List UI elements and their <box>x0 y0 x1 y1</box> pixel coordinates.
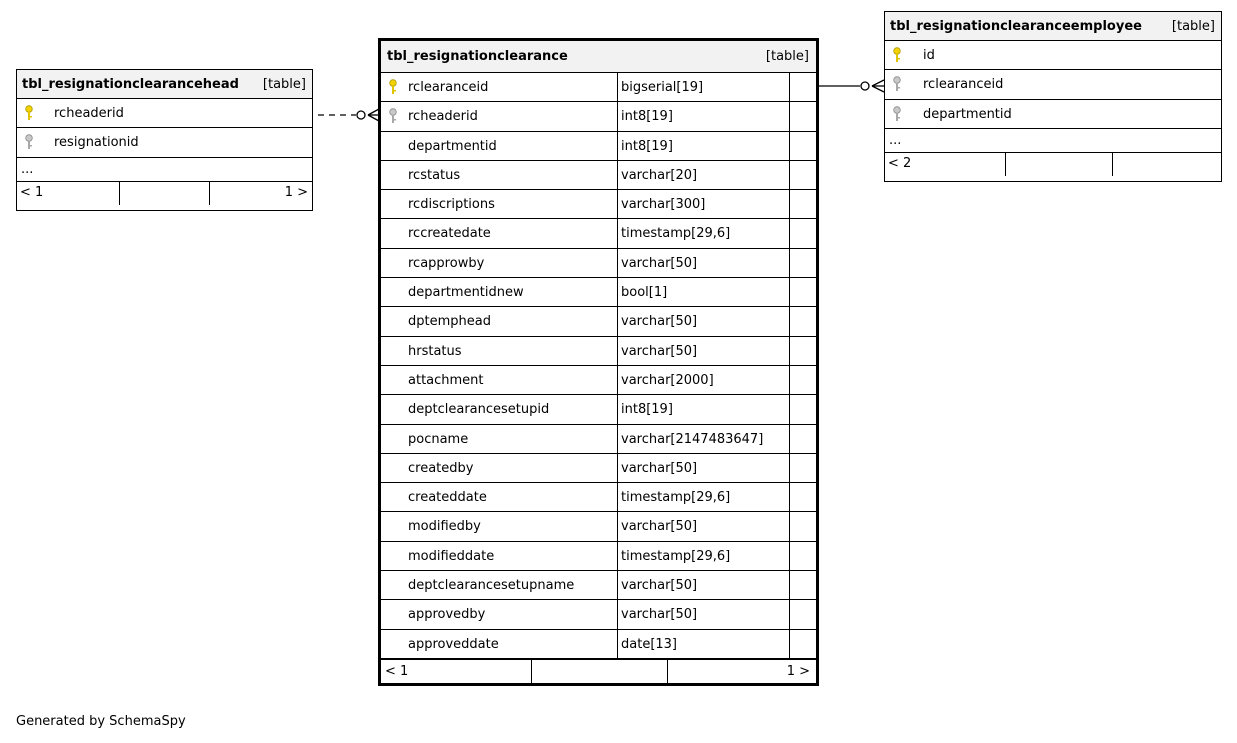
column-row[interactable] <box>381 219 816 248</box>
primary-key-icon <box>892 47 902 63</box>
column-name: hrstatus <box>408 343 462 359</box>
column-divider <box>617 132 618 160</box>
column-divider <box>617 630 618 658</box>
column-divider <box>789 102 790 130</box>
column-divider <box>789 307 790 335</box>
column-divider <box>617 190 618 218</box>
column-row[interactable] <box>885 41 1221 70</box>
column-divider <box>789 190 790 218</box>
column-name: rcheaderid <box>54 106 124 121</box>
column-row[interactable] <box>381 73 816 102</box>
column-divider <box>789 571 790 599</box>
column-divider <box>789 483 790 511</box>
column-type: varchar[20] <box>621 167 698 183</box>
column-name: deptclearancesetupname <box>408 578 575 594</box>
table-header <box>885 12 1221 41</box>
column-name: approvedby <box>408 607 486 623</box>
primary-key-icon <box>388 79 398 95</box>
column-name: approveddate <box>408 636 499 652</box>
children-cell[interactable] <box>210 182 312 205</box>
column-row[interactable] <box>381 161 816 190</box>
column-divider <box>617 425 618 453</box>
column-divider <box>789 454 790 482</box>
column-type: int8[19] <box>621 402 673 418</box>
column-divider <box>617 600 618 628</box>
relationship-main-to-employee-crowfoot-top <box>872 80 884 86</box>
column-divider <box>617 483 618 511</box>
table-footer <box>885 153 1221 176</box>
column-divider <box>789 512 790 540</box>
column-type: timestamp[29,6] <box>621 490 731 506</box>
column-row[interactable] <box>381 454 816 483</box>
column-name: createddate <box>408 490 487 506</box>
column-divider <box>789 219 790 247</box>
column-row[interactable] <box>885 100 1221 129</box>
column-type: bigserial[19] <box>621 80 704 95</box>
parents-count: < 2 <box>888 155 912 171</box>
children-cell[interactable] <box>1113 153 1221 176</box>
column-divider <box>617 337 618 365</box>
table-name: tbl_resignationclearance <box>387 49 568 64</box>
parents-cell[interactable] <box>885 153 1006 176</box>
column-row[interactable] <box>381 307 816 336</box>
column-name: deptclearancesetupid <box>408 402 550 418</box>
column-row[interactable] <box>381 395 816 424</box>
column-row[interactable] <box>381 337 816 366</box>
column-type: varchar[50] <box>621 343 698 359</box>
column-divider <box>789 161 790 189</box>
relationship-head-to-main-circle <box>357 111 365 119</box>
column-type: varchar[50] <box>621 314 698 330</box>
column-divider <box>789 425 790 453</box>
column-row[interactable] <box>381 512 816 541</box>
column-row[interactable] <box>381 190 816 219</box>
column-name: rcdiscriptions <box>408 197 495 213</box>
parents-count: < 1 <box>20 184 44 200</box>
children-count: 1 > <box>284 184 308 200</box>
column-name: id <box>923 48 935 63</box>
column-divider <box>617 454 618 482</box>
table-name: tbl_resignationclearanceemployee <box>890 19 1142 34</box>
column-divider <box>789 73 790 101</box>
column-row[interactable] <box>381 571 816 600</box>
column-row[interactable] <box>381 630 816 659</box>
column-name: pocname <box>408 431 469 447</box>
column-row[interactable] <box>381 102 816 131</box>
column-name: modifiedby <box>408 519 481 535</box>
foreign-key-icon <box>24 134 34 150</box>
table-name: tbl_resignationclearancehead <box>22 77 239 92</box>
column-row[interactable] <box>17 128 312 157</box>
column-divider <box>617 161 618 189</box>
column-divider <box>789 630 790 658</box>
column-divider <box>617 219 618 247</box>
column-row[interactable] <box>381 132 816 161</box>
column-divider <box>789 278 790 306</box>
column-divider <box>789 132 790 160</box>
column-name: resignationid <box>54 135 139 151</box>
table-resignationclearanceemployee[interactable] <box>884 11 1222 182</box>
table-resignationclearance[interactable] <box>378 38 819 686</box>
column-type: varchar[50] <box>621 578 698 594</box>
children-count: 1 > <box>786 663 810 679</box>
column-type: int8[19] <box>621 109 673 125</box>
table-header <box>381 41 816 73</box>
column-divider <box>617 278 618 306</box>
more-columns-ellipsis: ... <box>885 129 1221 153</box>
column-type: date[13] <box>621 636 677 652</box>
footer-middle-cell <box>120 182 210 205</box>
foreign-key-icon <box>892 76 902 92</box>
parents-count: < 1 <box>385 663 409 679</box>
foreign-key-icon <box>892 106 902 122</box>
column-row[interactable] <box>381 249 816 278</box>
table-type: [table] <box>262 77 306 92</box>
column-name: modifieddate <box>408 548 495 564</box>
column-name: createdby <box>408 460 474 476</box>
column-type: varchar[300] <box>621 197 706 213</box>
column-name: rclearanceid <box>923 77 1004 93</box>
column-row[interactable] <box>381 483 816 512</box>
column-name: rcstatus <box>408 167 461 183</box>
column-type: varchar[2000] <box>621 372 714 388</box>
primary-key-icon <box>24 105 34 121</box>
column-type: varchar[50] <box>621 255 698 271</box>
column-name: departmentidnew <box>408 285 524 301</box>
column-divider <box>617 512 618 540</box>
column-type: timestamp[29,6] <box>621 226 731 242</box>
column-type: timestamp[29,6] <box>621 548 731 564</box>
table-header <box>17 70 312 99</box>
column-divider <box>617 307 618 335</box>
foreign-key-icon <box>388 108 398 124</box>
column-type: int8[19] <box>621 138 673 154</box>
column-divider <box>617 249 618 277</box>
table-footer <box>17 182 312 205</box>
column-divider <box>789 337 790 365</box>
parents-cell[interactable] <box>17 182 120 205</box>
column-divider <box>617 366 618 394</box>
table-type: [table] <box>765 49 809 64</box>
column-divider <box>789 395 790 423</box>
column-divider <box>617 542 618 570</box>
column-row[interactable] <box>381 366 816 395</box>
column-row[interactable] <box>381 542 816 571</box>
column-type: varchar[50] <box>621 460 698 476</box>
column-name: departmentid <box>408 138 497 154</box>
column-row[interactable] <box>17 99 312 128</box>
footer-middle-cell <box>1006 153 1113 176</box>
footer-middle-cell <box>532 660 668 686</box>
table-resignationclearancehead[interactable] <box>16 69 313 211</box>
column-name: dptemphead <box>408 314 491 330</box>
column-row[interactable] <box>885 70 1221 99</box>
relationship-main-to-employee-crowfoot-bottom <box>872 86 884 92</box>
column-divider <box>789 366 790 394</box>
column-name: departmentid <box>923 106 1012 122</box>
column-divider <box>617 73 618 101</box>
column-row[interactable] <box>381 278 816 307</box>
column-type: varchar[50] <box>621 607 698 623</box>
table-footer <box>381 659 816 686</box>
column-divider <box>617 395 618 423</box>
column-name: rcheaderid <box>408 109 478 125</box>
column-list <box>381 73 816 659</box>
column-type: bool[1] <box>621 285 668 301</box>
column-row[interactable] <box>381 600 816 629</box>
column-divider <box>789 542 790 570</box>
column-type: varchar[50] <box>621 519 698 535</box>
column-divider <box>789 249 790 277</box>
parents-cell[interactable] <box>381 660 532 686</box>
column-type: varchar[2147483647] <box>621 431 764 447</box>
column-name: rclearanceid <box>408 80 489 95</box>
column-divider <box>789 600 790 628</box>
column-name: attachment <box>408 372 484 388</box>
relationship-main-to-employee-circle <box>861 82 869 90</box>
generated-by-label: Generated by SchemaSpy <box>16 714 186 729</box>
table-type: [table] <box>1171 19 1215 34</box>
column-name: rccreatedate <box>408 226 491 242</box>
column-name: rcapprowby <box>408 255 485 271</box>
more-columns-ellipsis: ... <box>17 158 312 182</box>
column-divider <box>617 102 618 130</box>
column-divider <box>617 571 618 599</box>
children-cell[interactable] <box>668 660 816 686</box>
column-row[interactable] <box>381 425 816 454</box>
